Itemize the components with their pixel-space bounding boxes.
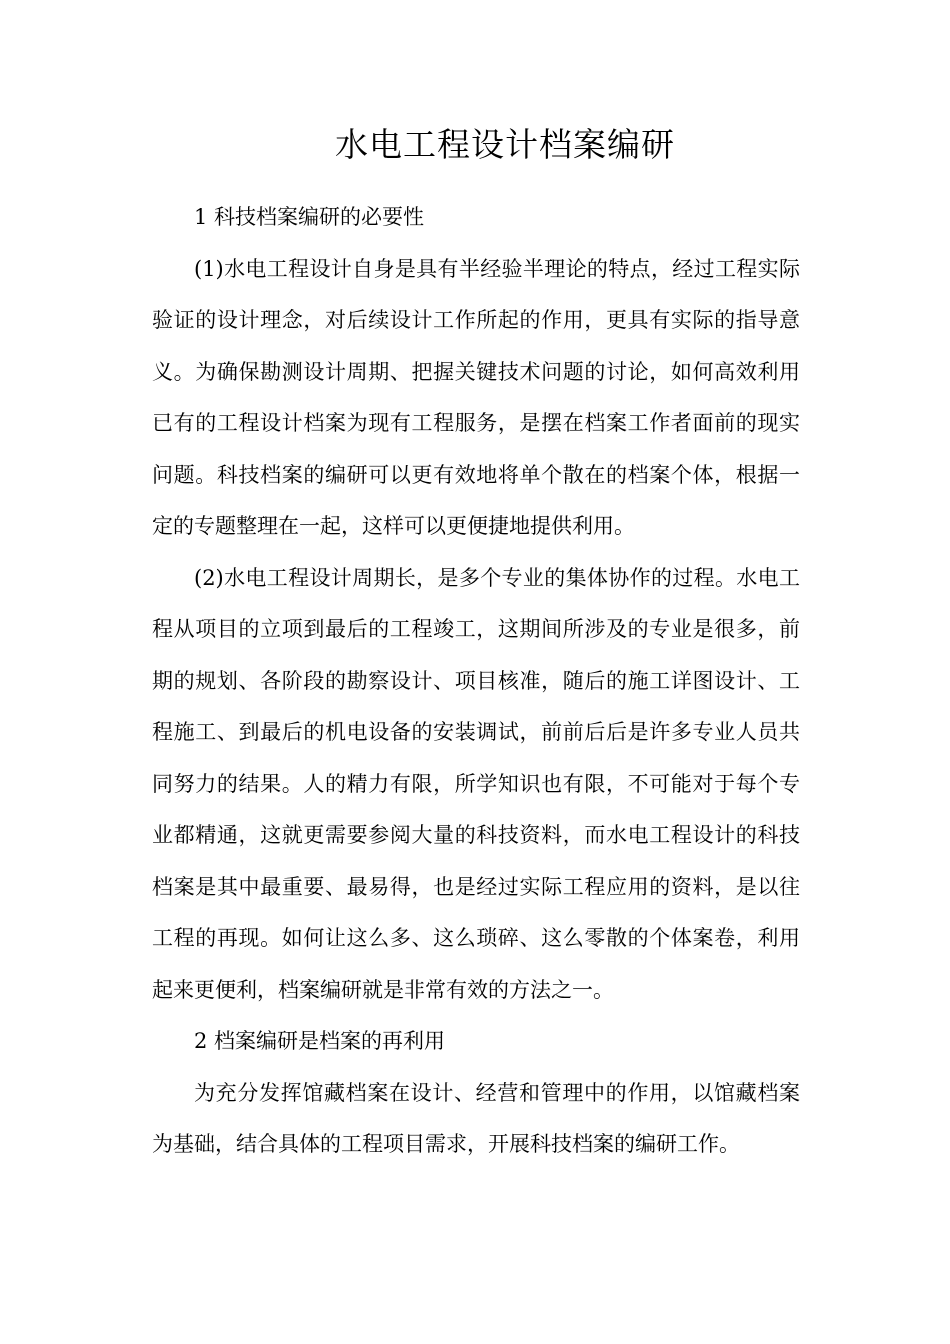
section-heading-1: 1 科技档案编研的必要性 — [194, 205, 425, 229]
paragraph-2: (2)水电工程设计周期长，是多个专业的集体协作的过程。水电工程从项目的立项到最后的工程竣工，这期间所涉及的专业是很多，前期的规划、各阶段的勘察设计、项目核准，随后的施工详图设计、工程施工、到最后的机电设备的安装调试，前前后后是许多专业人员共同努力的结果。人的精力有限，所学知识也有限，不可能对于每个专业都精通，这就更需要参阅大量的科技资料，而水电工程设计的科技档案是其中最重要、最易得，也是经过实际工程应用的资料，是以往工程的再现。如何让这么多、这么琐碎、这么零散的个体案卷，利用起来更便利，档案编研就是非常有效的方法之一。 — [152, 565, 800, 1002]
paragraph-1: (1)水电工程设计自身是具有半经验半理论的特点，经过工程实际验证的设计理念，对后续设计工作所起的作用，更具有实际的指导意义。为确保勘测设计周期、把握关键技术问题的讨论，如何高效利用已有的工程设计档案为现有工程服务，是摆在档案工作者面前的现实问题。科技档案的编研可以更有效地将单个散在的档案个体，根据一定的专题整理在一起，这样可以更便捷地提供利用。 — [152, 256, 800, 538]
document-body — [152, 192, 800, 1171]
document-title: 水电工程设计档案编研 — [335, 125, 675, 164]
paragraph-3: 为充分发挥馆藏档案在设计、经营和管理中的作用，以馆藏档案为基础，结合具体的工程项目需求，开展科技档案的编研工作。 — [152, 1080, 800, 1156]
section-heading-2: 2 档案编研是档案的再利用 — [194, 1029, 446, 1053]
